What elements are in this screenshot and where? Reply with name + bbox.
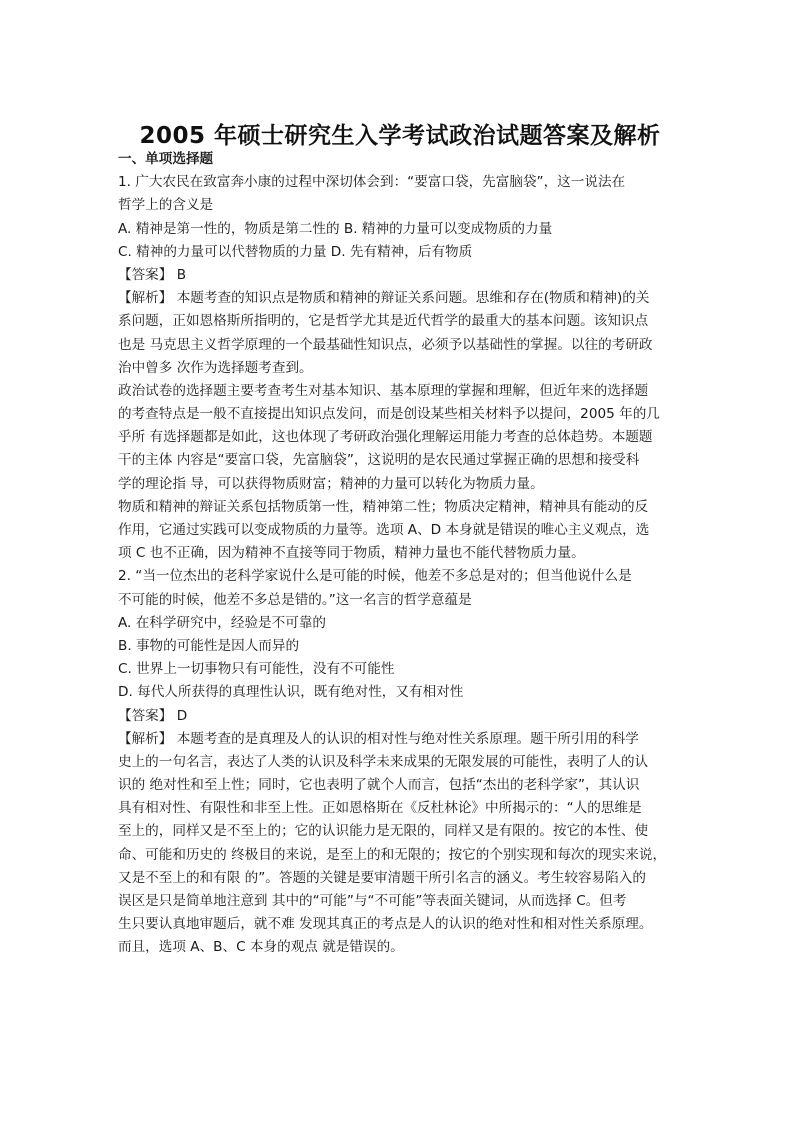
analysis-line: 也是 马克思主义哲学原理的一个最基础性知识点，必须予以基础性的掌握。以往的考研政	[118, 336, 653, 353]
analysis-line: 至上的，同样又是不至上的；它的认识能力是无限的，同样又是有限的。按它的本性、使	[118, 823, 649, 840]
question-1-options-cd: C. 精神的力量可以代替物质的力量 D. 先有精神，后有物质	[118, 243, 473, 260]
question-2-stem: 2. “当一位杰出的老科学家说什么是可能的时候，他差不多总是对的；但当他说什么是	[118, 568, 632, 585]
question-2-stem-cont: 不可能的时候，他差不多总是错的。”这一名言的哲学意蕴是	[118, 591, 472, 608]
analysis-line: 史上的一句名言，表达了人类的认识及科学未来成果的无限发展的可能性，表明了人的认	[118, 753, 649, 770]
analysis-line: 而且，选项 A、B、C 本身的观点 就是错误的。	[118, 939, 404, 956]
analysis-line: 又是不至上的和有限 的”。答题的关键是要审清题干所引名言的涵义。考生较容易陷入的	[118, 869, 646, 886]
section-heading: 一、单项选择题	[118, 151, 214, 167]
question-1-stem-cont: 哲学上的含义是	[118, 197, 214, 214]
analysis-line: 物质和精神的辩证关系包括物质第一性，精神第二性；物质决定精神，精神具有能动的反	[118, 498, 649, 515]
document-body	[118, 148, 688, 960]
question-1-answer: 【答案】 B	[118, 266, 187, 283]
analysis-line: 命、可能和历史的 终极目的来说，是至上的和无限的；按它的个别实现和每次的现实来说，	[118, 846, 667, 863]
analysis-line: 误区是只是简单地注意到 其中的“可能”与“不可能”等表面关键词，从而选择 C。但考	[118, 893, 627, 909]
analysis-line: 生只要认真地审题后，就不难 发现其真正的考点是人的认识的绝对性和相对性关系原理。	[118, 916, 653, 933]
question-2-option-c: C. 世界上一切事物只有可能性，没有不可能性	[118, 661, 395, 678]
question-2-option-d: D. 每代人所获得的真理性认识，既有绝对性，又有相对性	[118, 684, 464, 701]
question-2-answer: 【答案】 D	[118, 707, 188, 724]
analysis-line: 【解析】 本题考查的知识点是物质和精神的辩证关系问题。思维和存在(物质和精神)的关	[118, 290, 650, 307]
analysis-line: 干的主体 内容是“要富口袋，先富脑袋”，这说明的是农民通过掌握正确的思想和接受科	[118, 452, 640, 469]
document-title: 2005 年硕士研究生入学考试政治试题答案及解析	[139, 123, 661, 149]
analysis-line: 治中曾多 次作为选择题考查到。	[118, 359, 313, 376]
analysis-line: 乎所 有选择题都是如此，这也体现了考研政治强化理解运用能力考查的总体趋势。本题题	[118, 429, 653, 446]
question-1-stem: 1. 广大农民在致富奔小康的过程中深切体会到：“要富口袋，先富脑袋”，这一说法在	[118, 174, 626, 191]
analysis-line: 系问题，正如恩格斯所指明的，它是哲学尤其是近代哲学的最重大的基本问题。该知识点	[118, 313, 649, 330]
analysis-line: 识的 绝对性和至上性；同时，它也表明了就个人而言，包括“杰出的老科学家”，其认识	[118, 777, 640, 794]
analysis-line: 作用，它通过实践可以变成物质的力量等。选项 A、D 本身就是错误的唯心主义观点，选	[118, 522, 650, 538]
question-1-options-ab: A. 精神是第一性的，物质是第二性的 B. 精神的力量可以变成物质的力量	[118, 220, 553, 237]
analysis-line: 学的理论指 导，可以获得物质财富；精神的力量可以转化为物质力量。	[118, 475, 544, 492]
analysis-line: 政治试卷的选择题主要考查考生对基本知识、基本原理的掌握和理解，但近年来的选择题	[118, 382, 649, 399]
analysis-line: 具有相对性、有限性和非至上性。正如恩格斯在《反杜林论》中所揭示的：“人的思维是	[118, 800, 642, 817]
analysis-line: 【解析】 本题考查的是真理及人的认识的相对性与绝对性关系原理。题干所引用的科学	[118, 730, 639, 747]
question-2-option-a: A. 在科学研究中，经验是不可靠的	[118, 614, 327, 631]
analysis-line: 的考查特点是一般不直接提出知识点发问，而是创设某些相关材料予以提问，2005 年的几	[118, 406, 660, 423]
analysis-line: 项 C 也不正确，因为精神不直接等同于物质，精神力量也不能代替物质力量。	[118, 545, 585, 562]
question-2-option-b: B. 事物的可能性是因人而异的	[118, 637, 300, 654]
